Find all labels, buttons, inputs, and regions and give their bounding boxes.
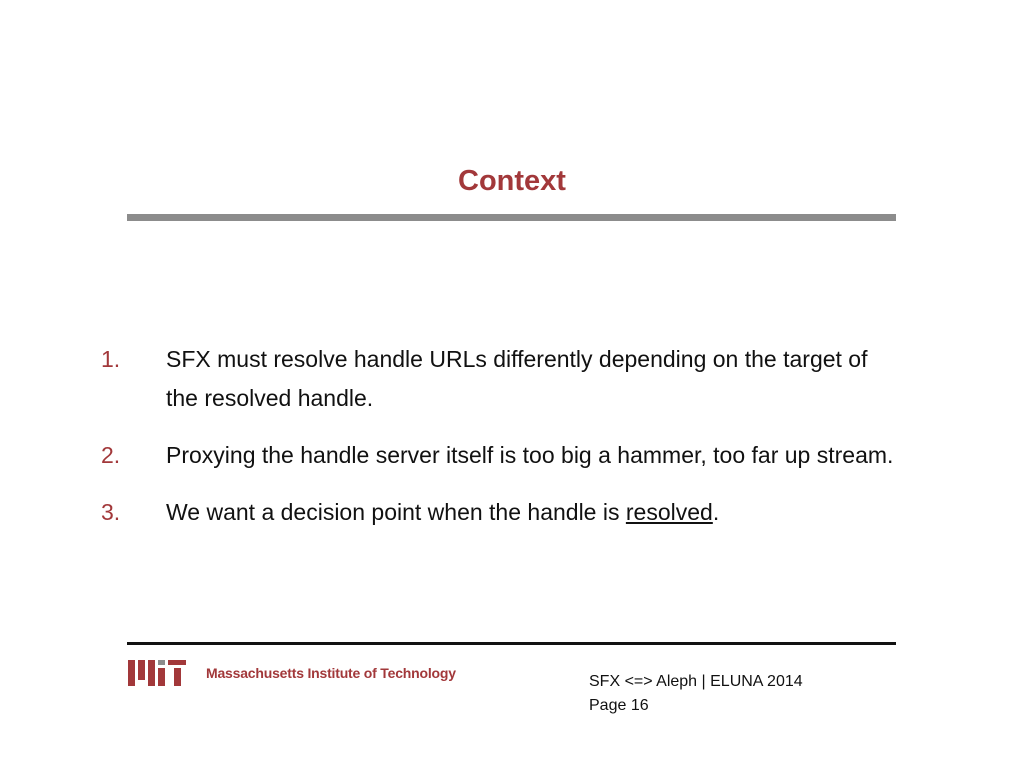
list-item [0, 493, 1024, 532]
mit-logo [128, 660, 456, 686]
list-item-number: 1. [101, 346, 121, 372]
list-item-text [166, 493, 896, 532]
logo-text: Massachusetts Institute of Technology [206, 665, 456, 681]
list-item-number: 2. [101, 442, 121, 468]
list-item-text: SFX must resolve handle URLs differently depending on the target of the resolved handle. [166, 346, 868, 411]
numbered-list [0, 340, 1024, 550]
footer-divider [127, 642, 896, 645]
page-number: Page 16 [589, 697, 649, 714]
presentation-label: SFX <=> Aleph | ELUNA 2014 [589, 673, 803, 690]
list-item-text-before: We want a decision point when the handle is [166, 499, 626, 525]
title-divider [127, 214, 896, 221]
footer-info [589, 670, 803, 718]
mit-logo-mark [128, 660, 186, 686]
list-item [0, 436, 1024, 475]
slide-title: Context [458, 165, 566, 197]
list-item [0, 340, 1024, 418]
list-item-text-after: . [712, 499, 720, 525]
underlined-word: resolved [625, 499, 713, 525]
list-item-text: Proxying the handle server itself is too big a hammer, too far up stream. [166, 442, 894, 468]
list-item-number: 3. [101, 499, 121, 525]
